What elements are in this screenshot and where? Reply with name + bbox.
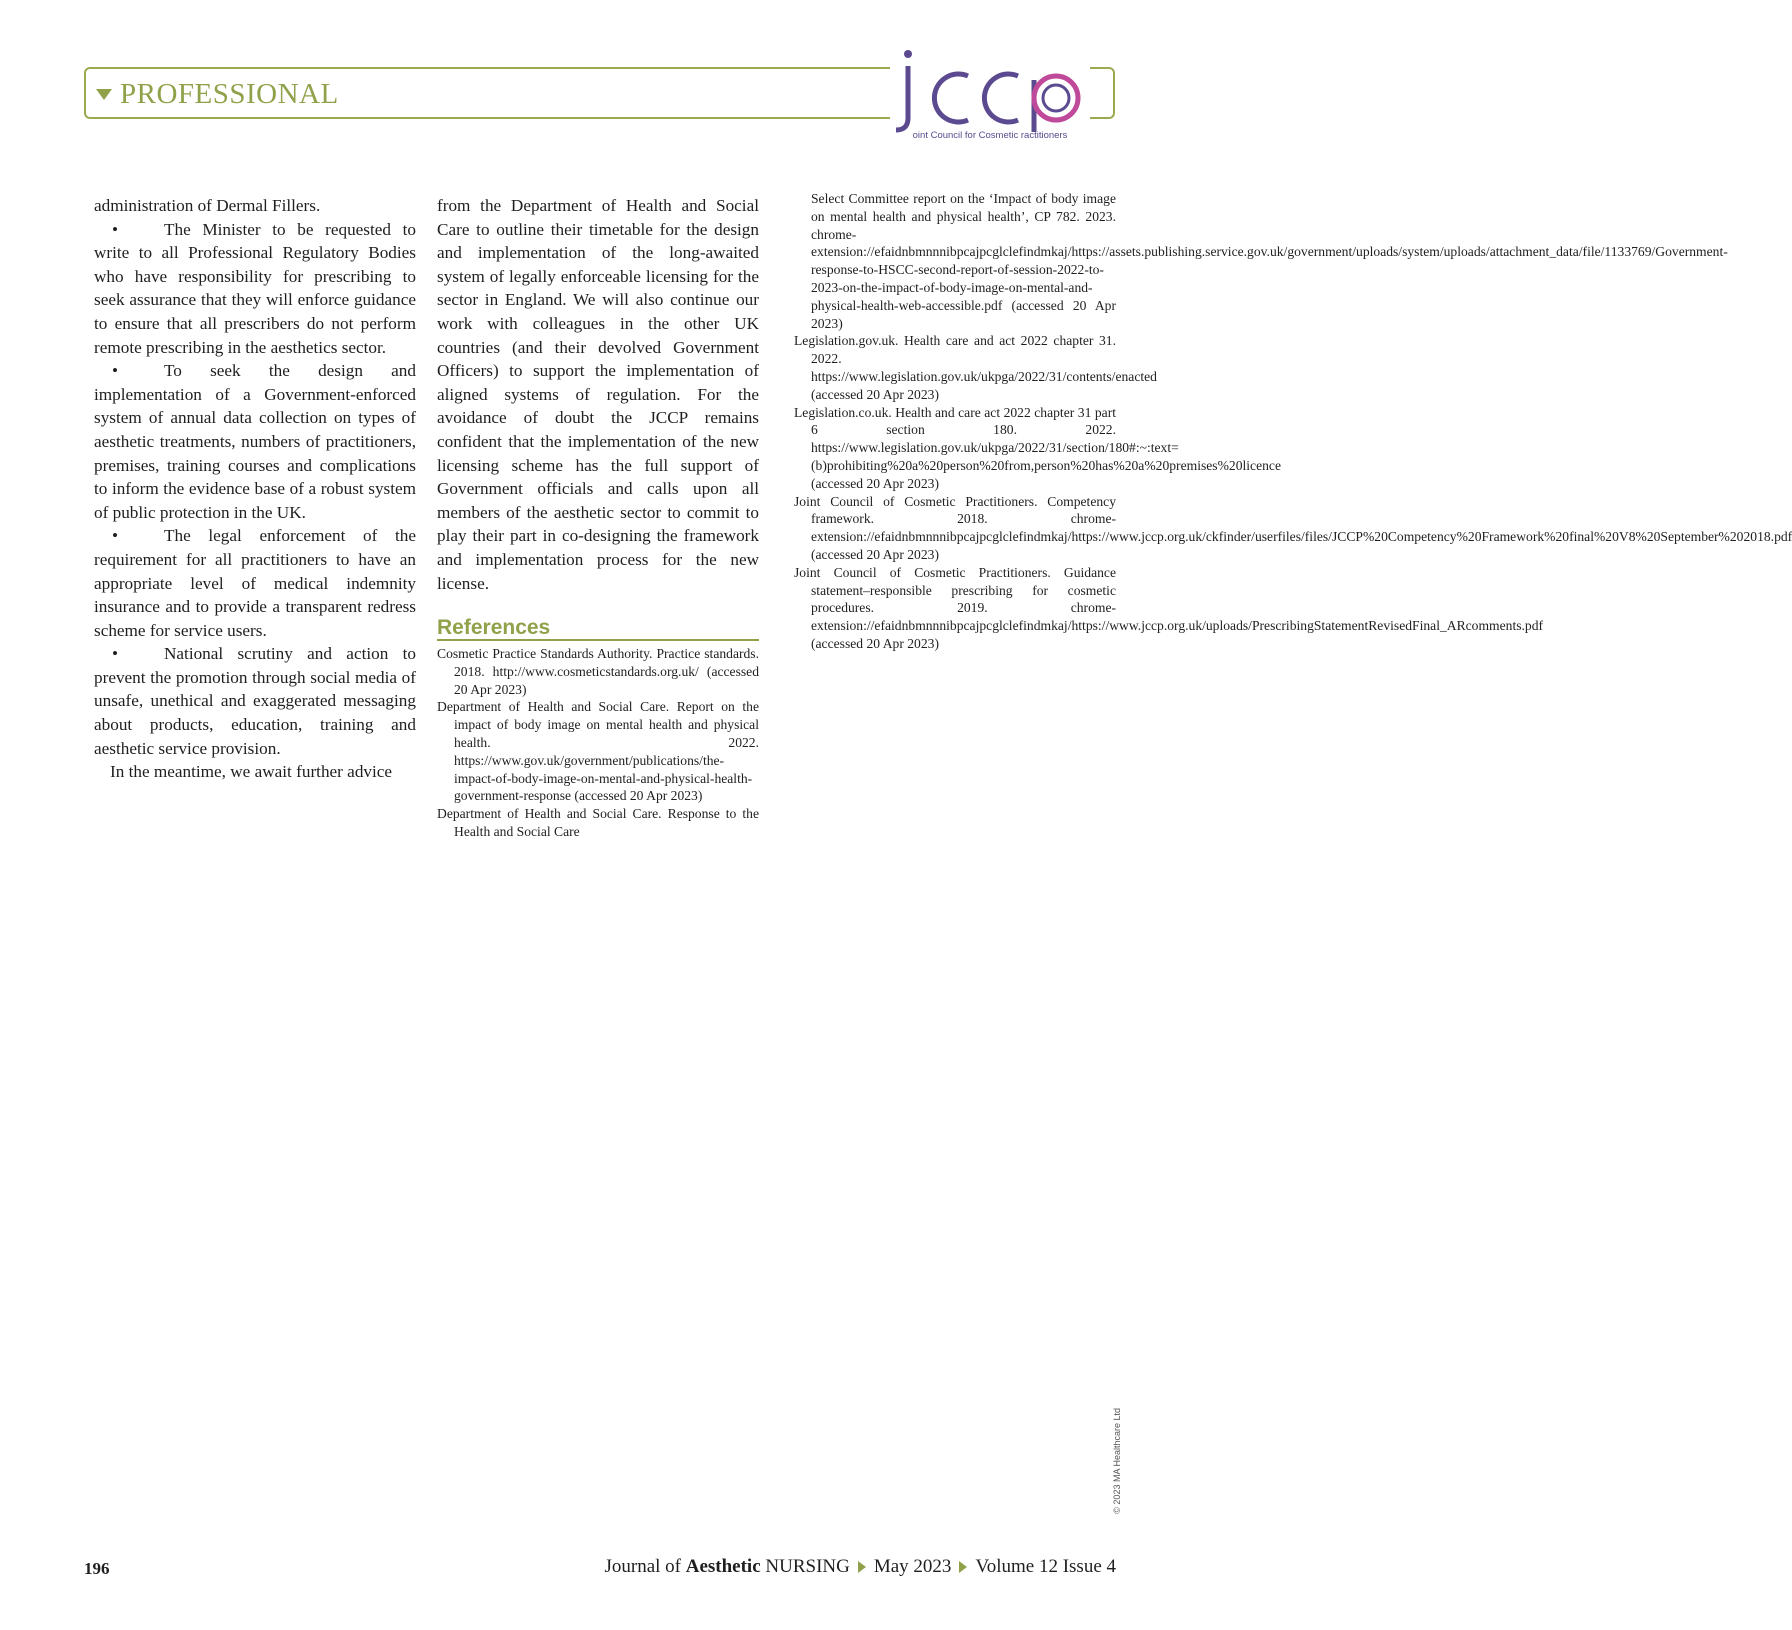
- bullet-text: National scrutiny and action to prevent the promotion through social media of unsafe, unethical and exaggerated messaging about products, education, training and aesthetic service provision.: [94, 644, 416, 758]
- bullet-item: [94, 359, 416, 524]
- journal-suffix: NURSING: [760, 1556, 850, 1577]
- bullet-text: The Minister to be requested to write to all Professional Regulatory Bodies who have responsibility for prescribing to seek assurance that they will enforce guidance to ensure that all prescribers do not perform remote prescribing in the aesthetics sector.: [94, 219, 416, 357]
- bullet-icon: •: [112, 361, 119, 381]
- references-heading: References: [437, 617, 759, 641]
- journal-bold: Aesthetic: [685, 1556, 761, 1577]
- bullet-item: [94, 642, 416, 760]
- logo-caption: oint Council for Cosmetic ractitioners: [912, 130, 1068, 141]
- reference-item: Legislation.gov.uk. Health care and act 2022 chapter 31. 2022. https://www.legislation.gov.uk/ukpga/2022/31/contents/enacted (accessed 20 Apr 2023): [794, 333, 1157, 402]
- jccp-logo: [890, 40, 1090, 146]
- journal-prefix: Journal of: [604, 1556, 686, 1577]
- reference-item: Joint Council of Cosmetic Practitioners. Competency framework. 2018. chrome-extension://efaidnbmnnnibpcajpcglclefindmkaj/https://www.jccp.org.uk/ckfinder/userfiles/files/JCCP%20Competency%20Framework%20final%20V8%20September%202018.pdf (accessed 20 Apr 2023): [794, 493, 1792, 562]
- column-2: [437, 194, 759, 841]
- bullet-icon: •: [112, 526, 119, 546]
- reference-item: Cosmetic Practice Standards Authority. Practice standards. 2018. http://www.cosmeticstandards.org.uk/ (accessed 20 Apr 2023): [437, 646, 759, 697]
- body-paragraph: administration of Dermal Fillers.: [94, 196, 321, 215]
- copyright-notice: © 2023 MA Healthcare Ltd: [1112, 1408, 1122, 1514]
- bullet-text: The legal enforcement of the requirement for all practitioners to have an appropriate level of medical indemnity insurance and to provide a transparent redress scheme for service users.: [94, 526, 416, 640]
- section-label: [96, 76, 339, 112]
- column-1: [94, 194, 416, 784]
- section-title: PROFESSIONAL: [120, 77, 339, 110]
- references-list: [437, 645, 759, 841]
- journal-footer: [604, 1556, 1116, 1578]
- reference-item: Department of Health and Social Care. Response to the Health and Social Care: [437, 806, 759, 840]
- page-number: 196: [84, 1559, 110, 1578]
- reference-item: Department of Health and Social Care. Report on the impact of body image on mental health and physical health. 2022. https://www.gov.uk/government/publications/the-impact-of-body-image-on-mental-and-physical-health-government-response (accessed 20 Apr 2023): [437, 699, 759, 804]
- reference-item: Joint Council of Cosmetic Practitioners. Guidance statement–responsible prescribing for cosmetic procedures. 2019. chrome-extension://efaidnbmnnnibpcajpcglclefindmkaj/https://www.jccp.org.uk/uploads/PrescribingStatementRevisedFinal_ARcomments.pdf (accessed 20 Apr 2023): [794, 564, 1544, 651]
- bullet-icon: •: [112, 219, 119, 239]
- reference-item: Legislation.co.uk. Health and care act 2022 chapter 31 part 6 section 180. 2022. https://www.legislation.gov.uk/ukpga/2022/31/section/180#:~:text=(b)prohibiting%20a%20person%20from,person%20has%20a%20premises%20licence (accessed 20 Apr 2023): [794, 404, 1281, 491]
- column-3: [794, 190, 1792, 653]
- arrow-right-icon: [858, 1561, 866, 1573]
- bullet-text: To seek the design and implementation of a Government-enforced system of annual data collection on types of aesthetic treatments, numbers of practitioners, premises, training courses and complications to inform the evidence base of a robust system of public protection in the UK.: [94, 361, 416, 522]
- body-paragraph: from the Department of Health and Social Care to outline their timetable for the design and implementation of the long-awaited system of legally enforceable licensing for the sector in England. We will also continue our work with colleagues in the other UK countries (and their devolved Government Officers) to support the implementation of aligned systems of regulation. For the avoidance of doubt the JCCP remains confident that the implementation of the new licensing scheme has the full support of Government officials and calls upon all members of the aesthetic sector to commit to play their part in co-designing the framework and implementation process for the new license.: [437, 196, 759, 593]
- bullet-icon: •: [112, 644, 119, 664]
- jccp-logo-mark: [890, 40, 1090, 132]
- issue-date: May 2023: [873, 1556, 952, 1577]
- volume-issue: Volume 12 Issue 4: [975, 1556, 1116, 1577]
- body-paragraph: In the meantime, we await further advice: [110, 762, 393, 782]
- reference-continuation: Select Committee report on the ‘Impact of body image on mental health and physical health’, CP 782. 2023. chrome-extension://efaidnbmnnnibpcajpcglclefindmkaj/https://assets.publishing.service.gov.uk/government/uploads/system/uploads/attachment_data/file/1133769/Government-response-to-HSCC-second-report-of-session-2022-to-2023-on-the-impact-of-body-image-on-mental-and-physical-health-web-accessible.pdf (accessed 20 Apr 2023): [811, 191, 1728, 331]
- triangle-down-icon: [96, 89, 112, 100]
- arrow-right-icon: [959, 1561, 967, 1573]
- bullet-item: [94, 524, 416, 642]
- bullet-item: [94, 218, 416, 360]
